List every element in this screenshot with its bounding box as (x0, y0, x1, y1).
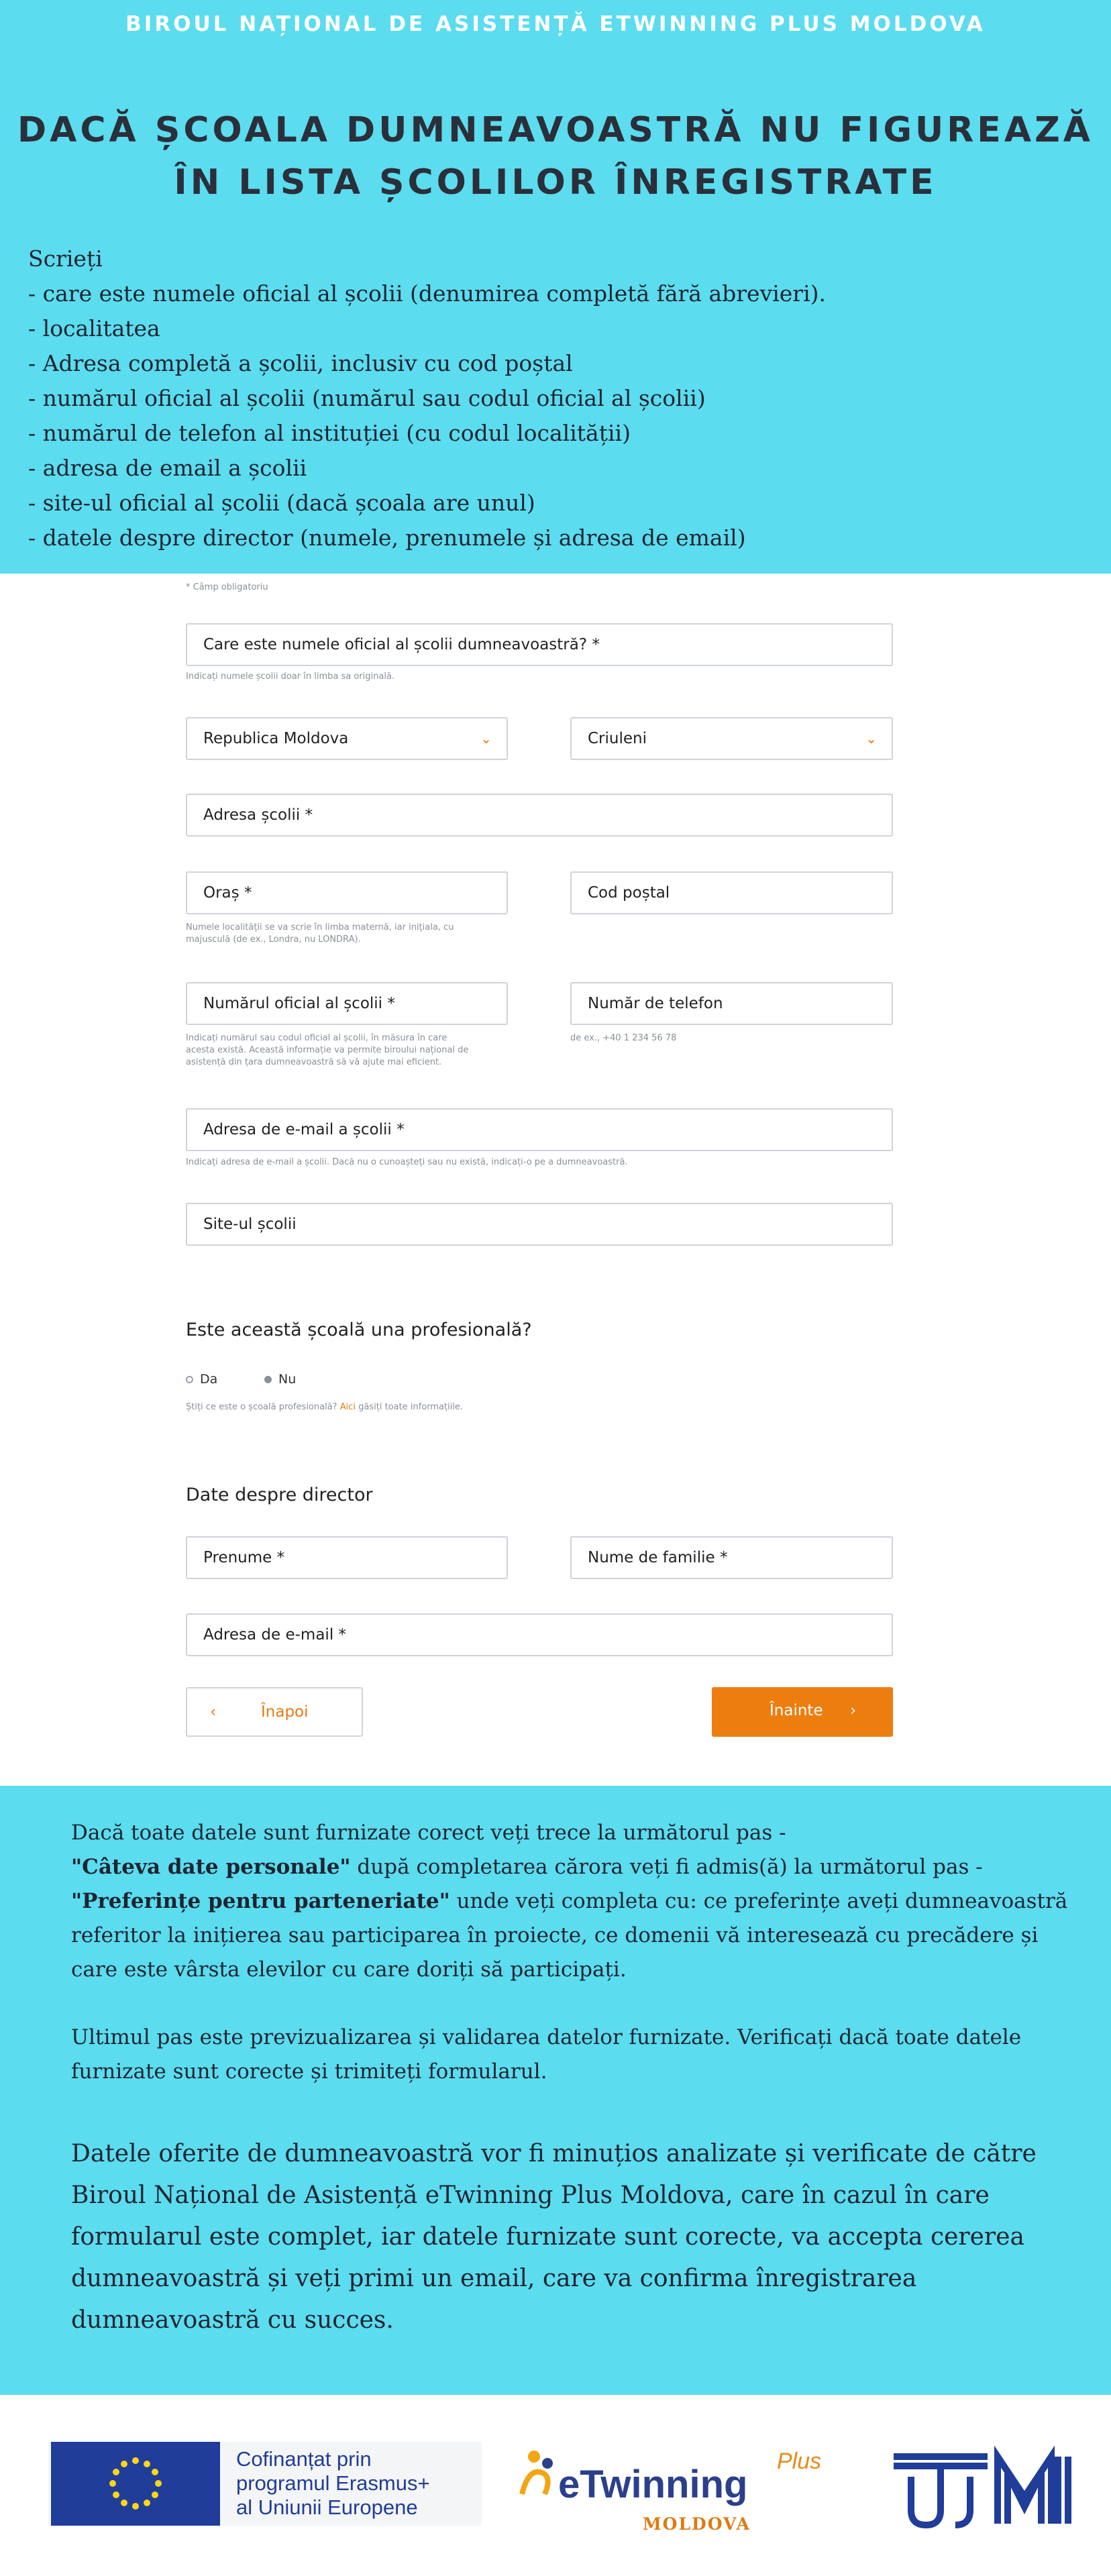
vocational-hint-text: Știți ce este o școală profesională? (186, 1402, 337, 1412)
vocational-hint (186, 1401, 463, 1413)
first-name-placeholder: Prenume * (203, 1549, 285, 1566)
paragraph-line: dumneavoastră cu succes. (71, 2306, 394, 2334)
instruction-item: - Adresa completă a școlii, inclusiv cu cod poștal (28, 350, 573, 376)
radio-yes[interactable] (186, 1372, 217, 1387)
school-email-hint: Indicați adresa de e-mail a școlii. Dacă nu o cunoașteți sau nu există, indicați-o pe a dumneavoastră. (186, 1157, 628, 1167)
vocational-info-link[interactable]: Aici (339, 1402, 356, 1412)
director-section-title: Date despre director (186, 1485, 373, 1505)
back-label: Înapoi (261, 1703, 309, 1721)
paragraph-line: Ultimul pas este previzualizarea și validarea datelor furnizate. Verificați dacă toate datele (71, 2025, 1022, 2049)
director-email-placeholder: Adresa de e-mail * (203, 1626, 347, 1644)
last-name-input[interactable] (570, 1536, 893, 1579)
instruction-item: - site-ul oficial al școlii (dacă școala are unul) (28, 490, 535, 516)
instruction-item: - numărul oficial al școlii (numărul sau codul oficial al școlii) (28, 385, 706, 411)
chevron-down-icon: ⌄ (480, 731, 492, 747)
page-title (0, 104, 1111, 209)
paragraph-text: unde veți completa cu: ce preferințe aveți dumneavoastră (449, 1889, 1068, 1913)
country-select[interactable] (186, 717, 508, 760)
official-hint-line: asistență din țara dumneavoastră să vă ajute mai eficient. (186, 1057, 442, 1067)
school-registration-form (0, 574, 1111, 1786)
country-value: Republica Moldova (203, 730, 349, 747)
paragraph-text: după completarea cărora veți fi admis(ă) la următorul pas - (350, 1855, 983, 1879)
address-input[interactable] (186, 794, 893, 837)
next-steps-paragraph (71, 1816, 1068, 1987)
back-button[interactable] (186, 1687, 363, 1737)
instructions-list (28, 241, 1075, 555)
official-hint-line: Indicați numărul sau codul oficial al școlii, în măsura în care (186, 1033, 447, 1043)
personal-data-step: "Câteva date personale" (71, 1855, 351, 1879)
vocational-hint-text: găsiți toate informațiile. (358, 1402, 464, 1412)
instruction-item: - numărul de telefon al instituției (cu codul localității) (28, 420, 631, 446)
final-step-paragraph (71, 2021, 1048, 2089)
postal-code-input[interactable] (570, 871, 893, 914)
erasmus-line: programul Erasmus+ (236, 2471, 430, 2495)
paragraph-line (71, 1884, 1068, 1919)
chevron-down-icon: ⌄ (865, 731, 877, 747)
radio-no[interactable] (264, 1372, 296, 1387)
erasmus-line: al Uniunii Europene (236, 2496, 418, 2519)
district-select[interactable] (570, 717, 893, 760)
etwinning-moldova-word: MOLDOVA (643, 2514, 751, 2534)
info-section (0, 1786, 1111, 2395)
paragraph-line: Biroul Național de Asistență eTwinning Plus Moldova, care în cazul în care (71, 2182, 990, 2209)
instruction-item: - datele despre director (numele, prenumele și adresa de email) (28, 525, 746, 551)
header-section (0, 0, 1111, 574)
director-email-input[interactable] (186, 1613, 893, 1656)
next-label: Înainte (770, 1702, 823, 1719)
paragraph-line: care este vârsta elevilor cu care doriți să participați. (71, 1957, 627, 1982)
verification-paragraph (71, 2133, 1048, 2341)
website-input[interactable] (186, 1203, 893, 1246)
city-input[interactable] (186, 871, 508, 914)
instruction-item: - care este numele oficial al școlii (denumirea completă fără abrevieri). (28, 280, 826, 307)
school-email-placeholder: Adresa de e-mail a școlii * (203, 1121, 405, 1138)
utm-logo-icon (887, 2443, 1079, 2530)
vocational-question: Este această școală una profesională? (186, 1320, 532, 1340)
phone-placeholder: Număr de telefon (588, 995, 723, 1012)
instruction-item: - adresa de email a școlii (28, 455, 307, 481)
etwinning-wordmark: eTwinning (558, 2463, 748, 2506)
title-line-1: DACĂ ȘCOALA DUMNEAVOASTRĂ NU FIGUREAZĂ (17, 110, 1094, 150)
school-name-input[interactable] (186, 623, 893, 666)
first-name-input[interactable] (186, 1536, 508, 1579)
chevron-right-icon: › (850, 1702, 857, 1719)
paragraph-line: furnizate sunt corecte și trimiteți formularul. (71, 2059, 547, 2084)
school-name-hint: Indicați numele școlii doar în limba sa originală. (186, 672, 395, 682)
website-placeholder: Site-ul școlii (203, 1216, 297, 1233)
district-value: Criuleni (588, 730, 647, 747)
city-placeholder: Oraș * (203, 884, 252, 902)
school-email-input[interactable] (186, 1108, 893, 1151)
paragraph-line: Dacă toate datele sunt furnizate corect veți trece la următorul pas - (71, 1821, 786, 1845)
etwinning-figure-icon (515, 2447, 562, 2501)
radio-yes-label: Da (200, 1372, 218, 1387)
paragraph-line: Datele oferite de dumneavoastră vor fi minuțios analizate și verificate de către (71, 2140, 1037, 2167)
city-hint-line: majusculă (de ex., Londra, nu LONDRA). (186, 934, 361, 945)
title-line-2: ÎN LISTA ȘCOLILOR ÎNREGISTRATE (174, 162, 937, 203)
chevron-left-icon: ‹ (210, 1703, 217, 1721)
last-name-placeholder: Nume de familie * (588, 1549, 728, 1566)
paragraph-line: formularul este complet, iar datele furnizate sunt corecte, va accepta cererea (71, 2223, 1024, 2251)
official-number-input[interactable] (186, 982, 508, 1025)
next-button[interactable] (712, 1687, 893, 1737)
school-name-placeholder: Care este numele oficial al școlii dumneavoastră? * (203, 636, 600, 653)
etwinning-plus-word: Plus (777, 2449, 822, 2474)
official-number-hint (186, 1032, 468, 1069)
paragraph-line: referitor la inițierea sau participarea în proiecte, ce domenii vă interesează cu precădere și (71, 1923, 1039, 1947)
erasmus-line: Cofinanțat prin (236, 2447, 372, 2471)
postal-code-placeholder: Cod poștal (588, 884, 670, 902)
instruction-item: - localitatea (28, 315, 160, 341)
address-placeholder: Adresa școlii * (203, 806, 313, 824)
footer-logos (0, 2395, 1111, 2576)
radio-circle-icon (186, 1376, 193, 1383)
eu-flag-icon (51, 2442, 220, 2526)
radio-no-label: Nu (278, 1372, 297, 1387)
instruction-item: Scrieți (28, 246, 103, 272)
official-hint-line: acesta există. Această informație va permite biroului național de (186, 1045, 469, 1055)
partnership-prefs-step: "Preferințe pentru parteneriate" (71, 1889, 450, 1913)
erasmus-logo (48, 2442, 482, 2526)
paragraph-line (71, 1850, 1048, 1884)
phone-hint: de ex., +40 1 234 56 78 (570, 1033, 677, 1043)
required-note: * Câmp obligatoriu (186, 582, 268, 592)
radio-selected-icon (264, 1376, 272, 1383)
city-hint (186, 922, 454, 946)
etwinning-plus-logo (515, 2442, 837, 2536)
paragraph-line: dumneavoastră și veți primi un email, care va confirma înregistrarea (71, 2265, 917, 2292)
org-name: BIROUL NAȚIONAL DE ASISTENȚĂ ETWINNING PLUS MOLDOVA (125, 12, 986, 36)
erasmus-text (236, 2447, 430, 2520)
phone-input[interactable] (570, 982, 893, 1025)
city-hint-line: Numele localității se va scrie în limba maternă, iar inițiala, cu (186, 922, 454, 932)
official-number-placeholder: Numărul oficial al școlii * (203, 995, 395, 1012)
